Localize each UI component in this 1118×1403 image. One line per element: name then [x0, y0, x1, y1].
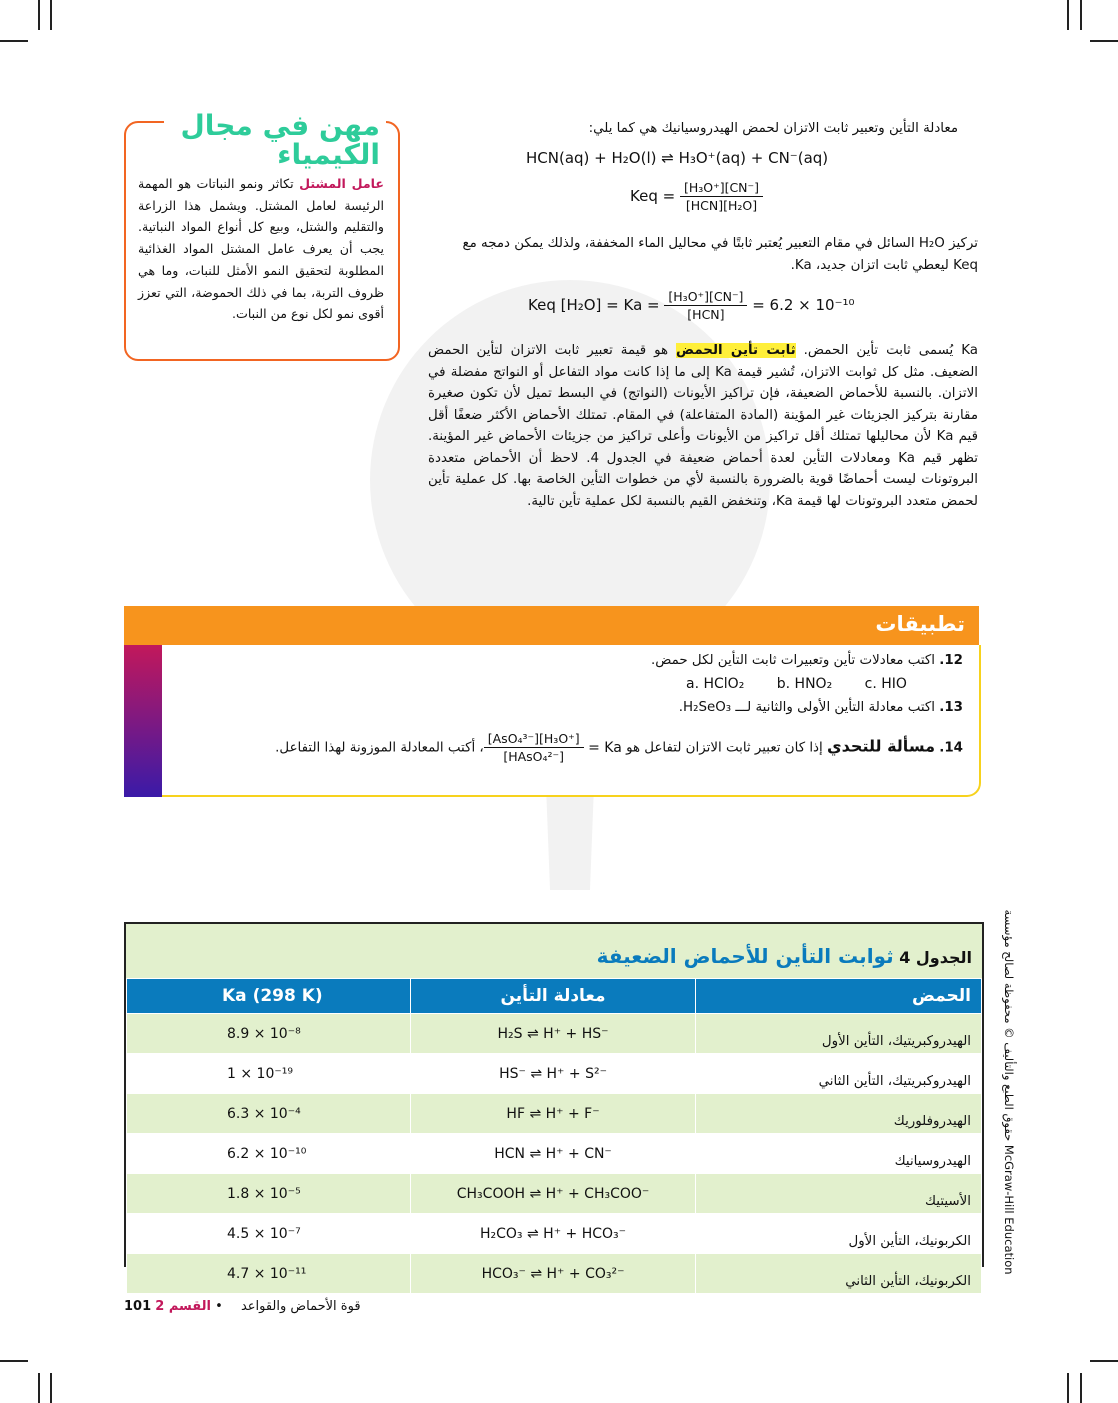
- crop-mark: [1080, 0, 1082, 30]
- ka-paragraph: [428, 340, 978, 512]
- row-equation: HF ⇌ H⁺ + F⁻: [410, 1094, 696, 1134]
- question-12-options: [686, 676, 907, 692]
- row-ka: 4.7 × 10⁻¹¹: [127, 1254, 411, 1294]
- row-acid: الأسيتيك: [696, 1174, 982, 1214]
- row-acid: الهيدروفلوريك: [696, 1094, 982, 1134]
- crop-mark: [1090, 40, 1118, 42]
- ka-value: = 6.2 × 10⁻¹⁰: [752, 296, 855, 314]
- question-13: [243, 700, 963, 715]
- career-text: [138, 173, 384, 325]
- keq-lhs: Keq =: [630, 187, 676, 205]
- row-equation: HCO₃⁻ ⇌ H⁺ + CO₃²⁻: [410, 1254, 696, 1294]
- keq-denominator: [HCN][H₂O]: [685, 198, 758, 213]
- crop-mark: [38, 1373, 40, 1403]
- ka-fraction: [664, 289, 747, 322]
- header-equation: معادلة التأين: [410, 979, 696, 1014]
- table-row: [127, 1134, 982, 1174]
- row-equation: HCN ⇌ H⁺ + CN⁻: [410, 1134, 696, 1174]
- ka-lhs: Keq [H₂O] = Ka =: [528, 296, 660, 314]
- table-row: [127, 1214, 982, 1254]
- question-14-number: 14.: [939, 740, 963, 756]
- row-acid: الكربونيك، التأين الأول: [696, 1214, 982, 1254]
- option-a: a. HClO₂: [686, 676, 745, 692]
- question-14: [183, 731, 963, 764]
- row-ka: 1.8 × 10⁻⁵: [127, 1174, 411, 1214]
- career-sidebar: [124, 109, 400, 361]
- career-term: عامل المشتل: [299, 176, 384, 191]
- footer-bullet: •: [215, 1299, 223, 1314]
- row-ka: 8.9 × 10⁻⁸: [127, 1014, 411, 1054]
- table-row: [127, 1094, 982, 1134]
- ka-denominator: [HCN]: [687, 307, 725, 322]
- row-acid: الكربونيك، التأين الثاني: [696, 1254, 982, 1294]
- row-acid: الهيدروكبريتيك، التأين الثاني: [696, 1054, 982, 1094]
- row-ka: 6.3 × 10⁻⁴: [127, 1094, 411, 1134]
- table-row: [127, 1254, 982, 1294]
- row-equation: H₂CO₃ ⇌ H⁺ + HCO₃⁻: [410, 1214, 696, 1254]
- question-13-number: 13.: [939, 700, 963, 715]
- page-footer: [124, 1299, 361, 1314]
- copyright-credit: [993, 909, 1025, 1275]
- table-caption: [597, 944, 972, 968]
- row-ka: 4.5 × 10⁻⁷: [127, 1214, 411, 1254]
- row-equation: CH₃COOH ⇌ H⁺ + CH₃COO⁻: [410, 1174, 696, 1214]
- ionization-equation: HCN(aq) + H₂O(l) ⇌ H₃O⁺(aq) + CN⁻(aq): [526, 149, 829, 167]
- row-ka: 6.2 × 10⁻¹⁰: [127, 1134, 411, 1174]
- applications-box: [124, 645, 981, 797]
- ka-paragraph-start: Ka يُسمى ثابت تأين الحمض.: [795, 343, 979, 358]
- table-row: [127, 1054, 982, 1094]
- question-14-text-b: ، أكتب المعادلة الموزونة لهذا التفاعل.: [275, 740, 484, 756]
- crop-mark: [1090, 1360, 1118, 1362]
- question-14-denominator: [HAsO₄²⁻]: [503, 749, 565, 764]
- question-12: [243, 653, 963, 668]
- row-ka: 1 × 10⁻¹⁹: [127, 1054, 411, 1094]
- ka-numerator: [H₃O⁺][CN⁻]: [664, 289, 747, 306]
- career-description: تكاثر ونمو النباتات هو المهمة الرئيسة لعامل المشتل. ويشمل هذا الزراعة والتقليم والشتل، وبيع كل أنواع المواد النباتية. يجب أن يعرف عامل المشتل المواد الغذائية المطلوبة لتحقيق النمو الأمثل للنبات، وما هي ظروف التربة، بما في ذلك الحموضة، التي تعزز أقوى نمو لكل نوع من النبات.: [138, 176, 384, 322]
- crop-mark: [0, 1360, 28, 1362]
- row-equation: HS⁻ ⇌ H⁺ + S²⁻: [410, 1054, 696, 1094]
- row-acid: الهيدروسيانيك: [696, 1134, 982, 1174]
- career-title: مهن في مجال الكيمياء: [164, 111, 386, 169]
- option-b: b. HNO₂: [776, 676, 833, 692]
- crop-mark: [0, 40, 28, 42]
- intro-text: معادلة التأين وتعبير ثابت الاتزان لحمض الهيدروسيانيك هي كما يلي:: [588, 121, 958, 136]
- ka-paragraph-rest: هو قيمة تعبير ثابت الاتزان لتأين الحمض الضعيف. مثل كل ثوابت الاتزان، تُشير قيمة Ka إلى ما إذا كانت مواد التفاعل أو النواتج مفضلة في الاتزان. بالنسبة للأحماض الضعيفة، فإن تراكيز الأيونات (النواتج) في البسط تميل لأن تكون صغيرة مقارنة بتركيز الجزيئات غير المؤينة (المادة المتفاعلة) في المقام. تمتلك الأحماض الأكثر ضعفًا أقل قيم Ka لأن محاليلها تمتلك أقل تراكيز من الأيونات وأعلى تراكيز من جزيئات الأحماض غير المؤينة. تظهر قيم Ka ومعادلات التأين لعدة أحماض ضعيفة في الجدول 4. لاحظ أن الأحماض متعددة البروتونات ليست أحماضًا قوية بالضرورة بالنسبة لأي من خطوات التأين الخاصة بها. كل عملية تأين لحمض متعدد البروتونات لها قيمة Ka، وتنخفض القيم بالنسبة لكل عملية تأين تالية.: [428, 343, 978, 509]
- table-label: الجدول 4: [899, 948, 972, 967]
- question-14-fraction: [484, 731, 584, 764]
- row-acid: الهيدروكبريتيك، التأين الأول: [696, 1014, 982, 1054]
- table-title: ثوابت التأين للأحماض الضعيفة: [596, 944, 894, 968]
- ka-term-highlight: ثابت تأين الحمض: [676, 343, 796, 358]
- question-14-lhs: Ka =: [588, 739, 622, 756]
- keq-numerator: [H₃O⁺][CN⁻]: [680, 180, 763, 197]
- crop-mark: [1067, 1373, 1069, 1403]
- keq-expression: [630, 180, 763, 213]
- footer-section: القسم 2: [155, 1299, 211, 1314]
- option-c: c. HIO: [864, 676, 907, 692]
- row-equation: H₂S ⇌ H⁺ + HS⁻: [410, 1014, 696, 1054]
- applications-header: [124, 606, 979, 647]
- crop-mark: [50, 0, 52, 30]
- ka-expression: [528, 289, 855, 322]
- question-14-text-a: إذا كان تعبير ثابت الاتزان لتفاعل هو: [626, 740, 823, 756]
- header-acid: الحمض: [696, 979, 982, 1014]
- header-ka: Ka (298 K): [127, 979, 411, 1014]
- applications-title: تطبيقات: [875, 612, 965, 636]
- table-row: [127, 1174, 982, 1214]
- applications-side-bar: [124, 645, 162, 797]
- question-12-number: 12.: [939, 653, 963, 668]
- ka-table: [124, 922, 984, 1289]
- footer-title: قوة الأحماض والقواعد: [240, 1299, 361, 1314]
- question-14-numerator: [AsO₄³⁻][H₃O⁺]: [484, 731, 584, 748]
- crop-mark: [1067, 0, 1069, 30]
- copyright-text: حقوق الطبع والتأليف © محفوظة لصالح مؤسسة McGraw-Hill Education: [1002, 909, 1016, 1275]
- crop-mark: [50, 1373, 52, 1403]
- table-header-row: [127, 979, 982, 1014]
- water-paragraph: تركيز H₂O السائل في مقام التعبير يُعتبر ثابتًا في محاليل الماء المخففة، ولذلك يمكن دمجه مع Keq ليعطي ثابت اتزان جديد، Ka.: [462, 236, 978, 273]
- question-13-text: اكتب معادلة التأين الأولى والثانية لـــ H₂SeO₃.: [678, 700, 935, 715]
- question-14-expression: [484, 731, 622, 764]
- crop-mark: [1080, 1373, 1082, 1403]
- ka-data-table: [126, 978, 982, 1294]
- crop-mark: [38, 0, 40, 30]
- keq-fraction: [680, 180, 763, 213]
- challenge-label: مسألة للتحدي: [827, 736, 935, 756]
- table-row: [127, 1014, 982, 1054]
- page-number: 101: [124, 1299, 152, 1314]
- question-12-text: اكتب معادلات تأين وتعبيرات ثابت التأين لكل حمض.: [651, 653, 935, 668]
